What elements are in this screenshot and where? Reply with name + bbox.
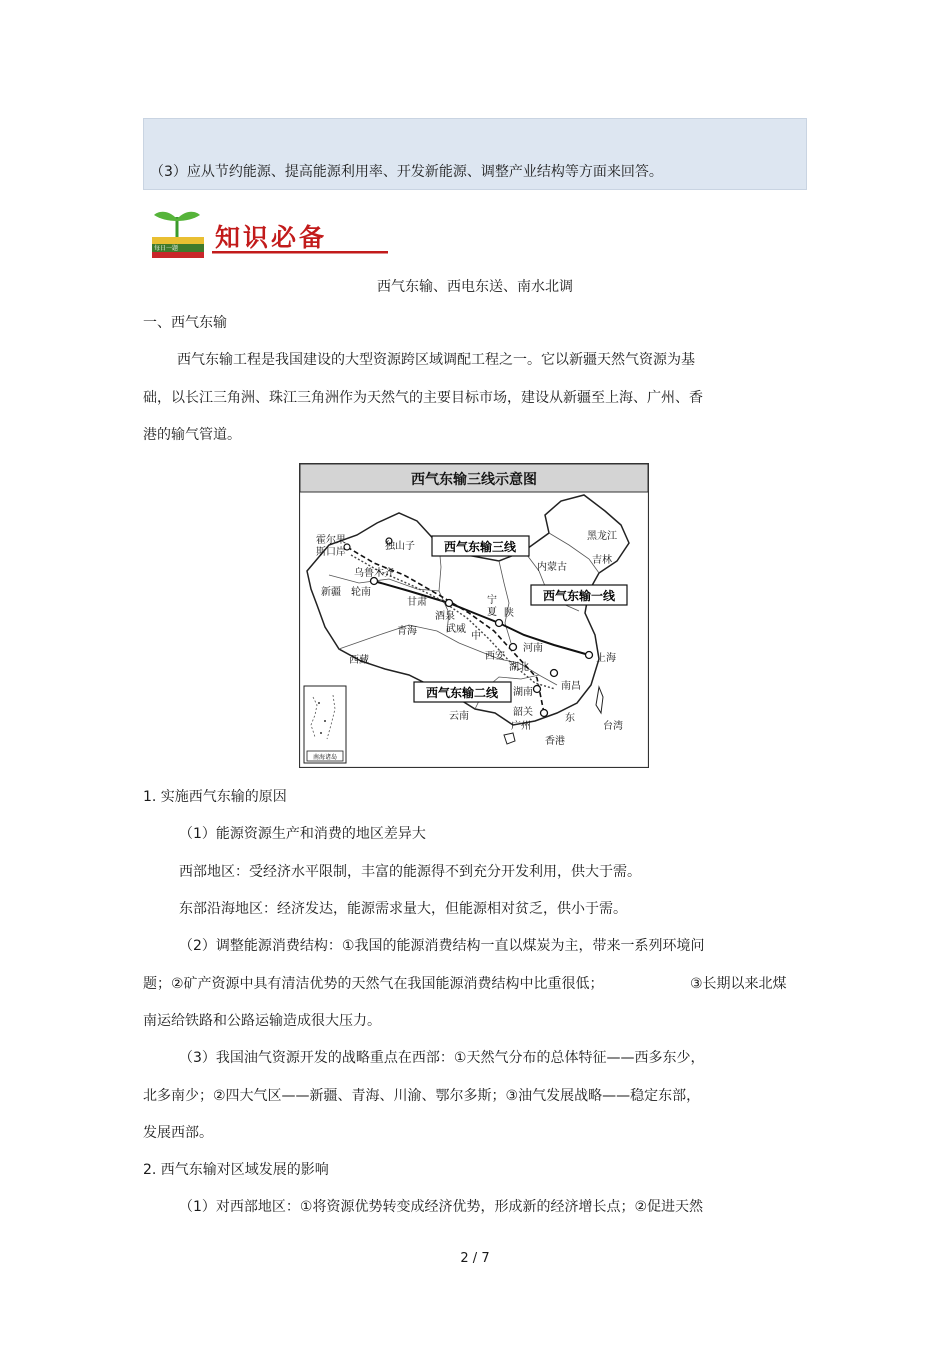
point-1-east: 东部沿海地区：经济发达，能源需求量大，但能源相对贫乏，供小于需。 [179,901,627,917]
place-jiuquan: 酒泉 [435,611,455,622]
place-henan: 河南 [523,643,543,654]
place-guangzhou: 广州 [511,721,531,732]
point-2-heading: 2. 西气东输对区域发展的影响 [143,1162,329,1178]
banner-small-label: 每日一题 [154,245,179,252]
place-ningxia-1: 宁 [487,595,497,606]
knowledge-banner-title: 知识必备 [215,223,328,252]
gas-pipeline-map [299,463,649,768]
place-xian: 西安 [485,651,505,662]
place-xizang: 西藏 [349,655,369,666]
section-title: 西气东输、西电东送、南水北调 [377,279,573,295]
intro-line-1: 西气东输工程是我国建设的大型资源跨区域调配工程之一。它以新疆天然气资源为基 [177,352,695,368]
place-jilin: 吉林 [592,555,612,566]
place-wuwei: 武威 [446,624,466,635]
point-1-3-line-b: 北多南少；②四大气区——新疆、青海、川渝、鄂尔多斯；③油气发展战略——稳定东部， [143,1088,701,1104]
line1-label: 西气东输一线 [542,589,616,603]
place-qinghai: 青海 [397,626,417,637]
place-yunnan: 云南 [449,711,469,722]
place-lunnan: 轮南 [351,587,371,598]
place-gansu: 甘肃 [407,597,427,608]
point-1-3-line-a: （3）我国油气资源开发的战略重点在西部：①天然气分布的总体特征——西多东少， [179,1050,705,1066]
place-wulumuqi: 乌鲁木齐 [354,568,394,579]
place-shaan: 陕 [504,608,514,619]
intro-line-3: 港的输气管道。 [143,427,241,443]
place-hunan: 湖南 [513,687,533,698]
place-shaoguan: 韶关 [513,707,533,718]
point-1-2-line-b-right: ③长期以来北煤 [690,976,787,992]
point-2-1: （1）对西部地区：①将资源优势转变成经济优势，形成新的经济增长点；②促进天然 [179,1199,704,1215]
place-neimenggu: 内蒙古 [537,562,567,573]
place-heilongjiang: 黑龙江 [587,531,617,542]
place-hubei: 湖北 [509,662,529,673]
place-shanghai: 上海 [596,653,616,664]
place-huoerguosi-1: 霍尔果 [316,535,346,546]
place-dushanzi: 独山子 [385,541,415,552]
point-1-3-line-c: 发展西部。 [143,1125,213,1141]
point-1-2-line-c: 南运给铁路和公路运输造成很大压力。 [143,1013,381,1029]
point-1-2-line-b-left: 题；②矿产资源中具有清洁优势的天然气在我国能源消费结构中比重很低； [143,976,604,992]
point-1-1: （1）能源资源生产和消费的地区差异大 [179,826,426,842]
point-1-west: 西部地区：受经济水平限制，丰富的能源得不到充分开发利用，供大于需。 [179,864,641,880]
place-huoerguosi-2: 斯口岸 [316,547,346,558]
part1-heading: 一、西气东输 [143,315,227,331]
point-1-2-line-a: （2）调整能源消费结构：①我国的能源消费结构一直以煤炭为主，带来一系列环境问 [179,938,705,954]
answer-text: （3）应从节约能源、提高能源利用率、开发新能源、调整产业结构等方面来回答。 [150,164,663,180]
line2-label: 西气东输二线 [425,686,499,700]
intro-line-2: 础，以长江三角洲、珠江三角洲作为天然气的主要目标市场，建设从新疆至上海、广州、香 [143,390,703,406]
point-1-heading: 1. 实施西气东输的原因 [143,789,287,805]
place-zhong: 中 [471,631,481,642]
page-number: 2 / 7 [460,1251,490,1266]
line3-label: 西气东输三线 [443,540,517,554]
place-dong: 东 [565,713,575,724]
place-hongkong: 香港 [545,736,565,747]
map-title: 西气东输三线示意图 [411,472,537,488]
place-ningxia-2: 夏 [487,607,497,618]
place-xinjiang: 新疆 [321,587,341,598]
place-taiwan: 台湾 [603,721,623,732]
inset-label: 南海诸岛 [312,754,338,761]
place-nanchang: 南昌 [561,681,581,692]
